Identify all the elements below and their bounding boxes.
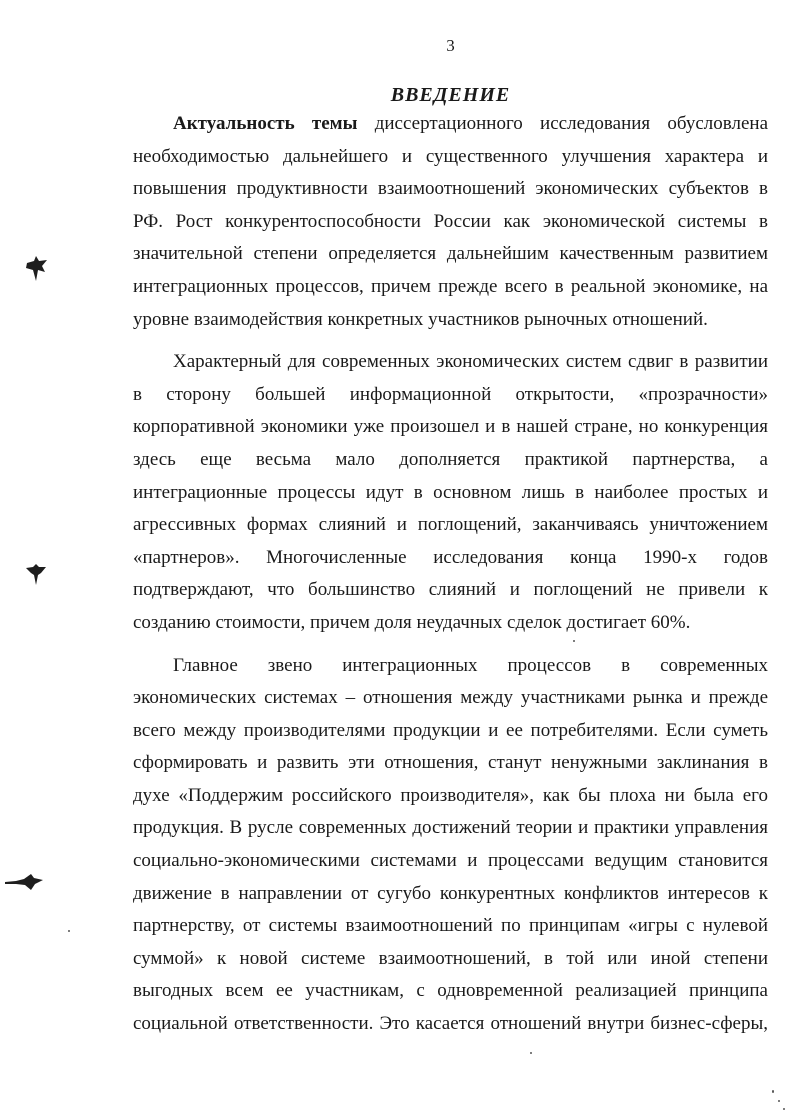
paragraph-2-line-6: агрессивных формах слияний и поглощений, заканчиваясь уничтожением (133, 514, 768, 536)
paragraph-2-line-2: в сторону большей информационной открытости, «прозрачности» (133, 383, 768, 405)
binder-hole-mark-top (24, 255, 50, 283)
paragraph-1-line-1: Актуальность темы диссертационного исследования обусловлена (173, 113, 768, 134)
paragraph-2-line-4: здесь еще весьма мало дополняется практикой партнерства, а (133, 448, 768, 470)
paragraph-3-line-11: выгодных всем ее участникам, с одновременной реализацией принципа (133, 980, 768, 1002)
binder-hole-mark-middle (24, 563, 48, 587)
paragraph-3-line-8: движение в направлении от сугубо конкурентных конфликтов интересов к (133, 882, 768, 904)
paragraph-2-line-8: подтверждают, что большинство слияний и поглощений не привели к (133, 579, 768, 601)
paragraph-3-line-7: социально-экономическими системами и процессами ведущим становится (133, 850, 768, 872)
lead-bold-phrase: Актуальность темы (173, 113, 358, 134)
paragraph-1-line-3: повышения продуктивности взаимоотношений экономических субъектов в (133, 178, 768, 200)
paragraph-3-line-3: всего между производителями продукции и ее потребителями. Если суметь (133, 719, 768, 741)
binder-hole-mark-bottom (4, 872, 46, 892)
paragraph-3-line-6: продукция. В русле современных достижений теории и практики управления (133, 817, 768, 839)
paragraph-3-line-9: партнерству, от системы взаимоотношений по принципам «игры с нулевой (133, 915, 768, 937)
paragraph-3-line-1: Главное звено интеграционных процессов в современных (173, 654, 768, 676)
paragraph-3-line-12: социальной ответственности. Это касается отношений внутри бизнес-сферы, (133, 1013, 768, 1035)
paragraph-2-line-7: «партнеров». Многочисленные исследования конца 1990-х годов (133, 546, 768, 568)
paragraph-1-line-5: значительной степени определяется дальнейшим качественным развитием (133, 243, 768, 265)
paragraph-2-line-5: интеграционные процессы идут в основном лишь в наиболее простых и (133, 481, 768, 503)
paragraph-3-line-5: духе «Поддержим российского производителя», как бы плоха ни была его (133, 784, 768, 806)
body-text (133, 108, 768, 1041)
paragraph-2-line-3: корпоративной экономики уже произошел и в нашей стране, но конкуренция (133, 416, 768, 438)
paragraph-3-line-2: экономических системах – отношения между участниками рынка и прежде (133, 687, 768, 709)
page-number: 3 (446, 36, 455, 55)
section-heading: ВВЕДЕНИЕ (390, 84, 511, 106)
paragraph-2-line-1: Характерный для современных экономических систем сдвиг в развитии (173, 351, 768, 373)
paragraph-3-line-10: суммой» к новой системе взаимоотношений, в той или иной степени (133, 947, 768, 969)
paragraph-1-line-6: интеграционных процессов, причем прежде всего в реальной экономике, на (133, 275, 768, 297)
paragraph-1-line-7: уровне взаимодействия конкретных участников рыночных отношений. (133, 308, 708, 330)
paragraph-2-line-9: созданию стоимости, причем доля неудачных сделок достигает 60%. (133, 611, 691, 633)
paragraph-1-line-4: РФ. Рост конкурентоспособности России как экономической системы в (133, 210, 768, 232)
paragraph-3-line-4: сформировать и развить эти отношения, станут ненужными заклинания в (133, 752, 768, 774)
paragraph-1-line-2: необходимостью дальнейшего и существенного улучшения характера и (133, 145, 768, 167)
